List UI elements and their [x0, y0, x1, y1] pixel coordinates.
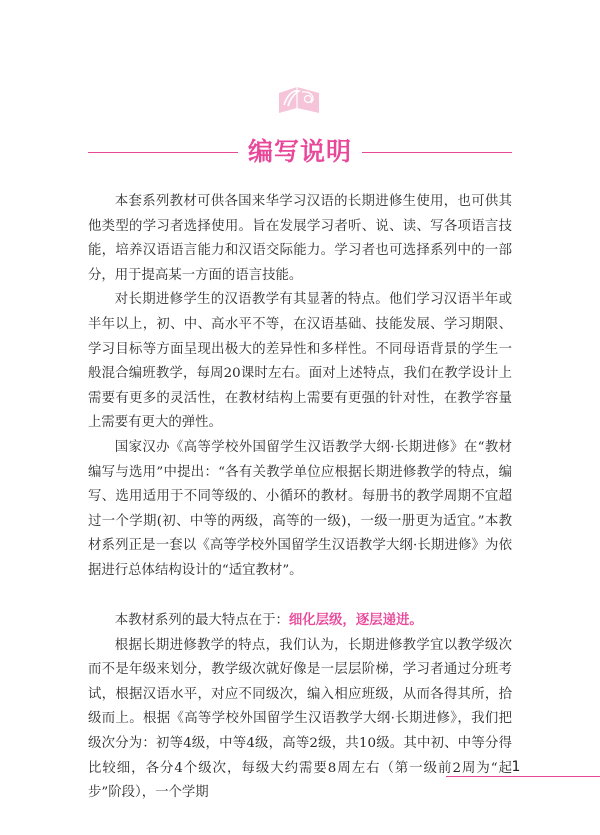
- feature-paragraph: [88, 608, 512, 634]
- page-title: 编写说明: [247, 137, 352, 166]
- paragraph-3: 国家汉办《高等学校外国留学生汉语教学大纲·长期进修》在“教材编写与选用”中提出：“各有关教学单位应根据长期进修教学的特点，编写、选用适用于不同等级的、小循环的教材。每册书的教学周期不宜超过一个学期(初、中等的两级，高等的一级)，一级一册更为适宜。”本教材系列正是一套以《高等学校外国留学生汉语教学大纲·长期进修》为依据进行总体结构设计的“适宜教材”。: [88, 439, 512, 578]
- feature-highlight: 细化层级，逐层递进。: [288, 612, 423, 629]
- page-number: 1: [511, 759, 521, 775]
- body-text: [88, 190, 512, 806]
- footer-divider: [446, 776, 600, 777]
- title-divider-left: [88, 152, 238, 153]
- paragraph-1: 本套系列教材可供各国来华学习汉语的长期进修生使用，也可供其他类型的学习者选择使用。旨在发展学习者听、说、读、写各项语言技能，培养汉语语言能力和汉语交际能力。学习者也可选择系列中的一部分，用于提高某一方面的语言技能。: [88, 194, 512, 283]
- book-logo-icon: [276, 84, 322, 116]
- title-section: [0, 136, 600, 170]
- title-divider-right: [362, 152, 512, 153]
- paragraph-5: 根据长期进修教学的特点，我们认为，长期进修教学宜以教学级次而不是年级来划分，教学级次就好像是一层层阶梯，学习者通过分班考试，根据汉语水平，对应不同级次，编入相应班级，从而各得其所，拾级而上。根据《高等学校外国留学生汉语教学大纲·长期进修》，我们把级次分为：初等4级，中等4级，高等2级，共10级。其中初、中等分得比较细，各分4个级次，每级大约需要8周左右（第一级前2周为“起步”阶段），一个学期: [88, 637, 512, 801]
- feature-lead: 本教材系列的最大特点在于：: [114, 613, 289, 629]
- paragraph-2: 对长期进修学生的汉语教学有其显著的特点。他们学习汉语半年或半年以上，初、中、高水平不等，在汉语基础、技能发展、学习期限、学习目标等方面呈现出极大的差异性和多样性。不同母语背景的学生一般混合编班教学，每周20课时左右。面对上述特点，我们在教学设计上需要有更多的灵活性，在教材结构上需要有更强的针对性，在教学容量上需要有更大的弹性。: [88, 292, 512, 431]
